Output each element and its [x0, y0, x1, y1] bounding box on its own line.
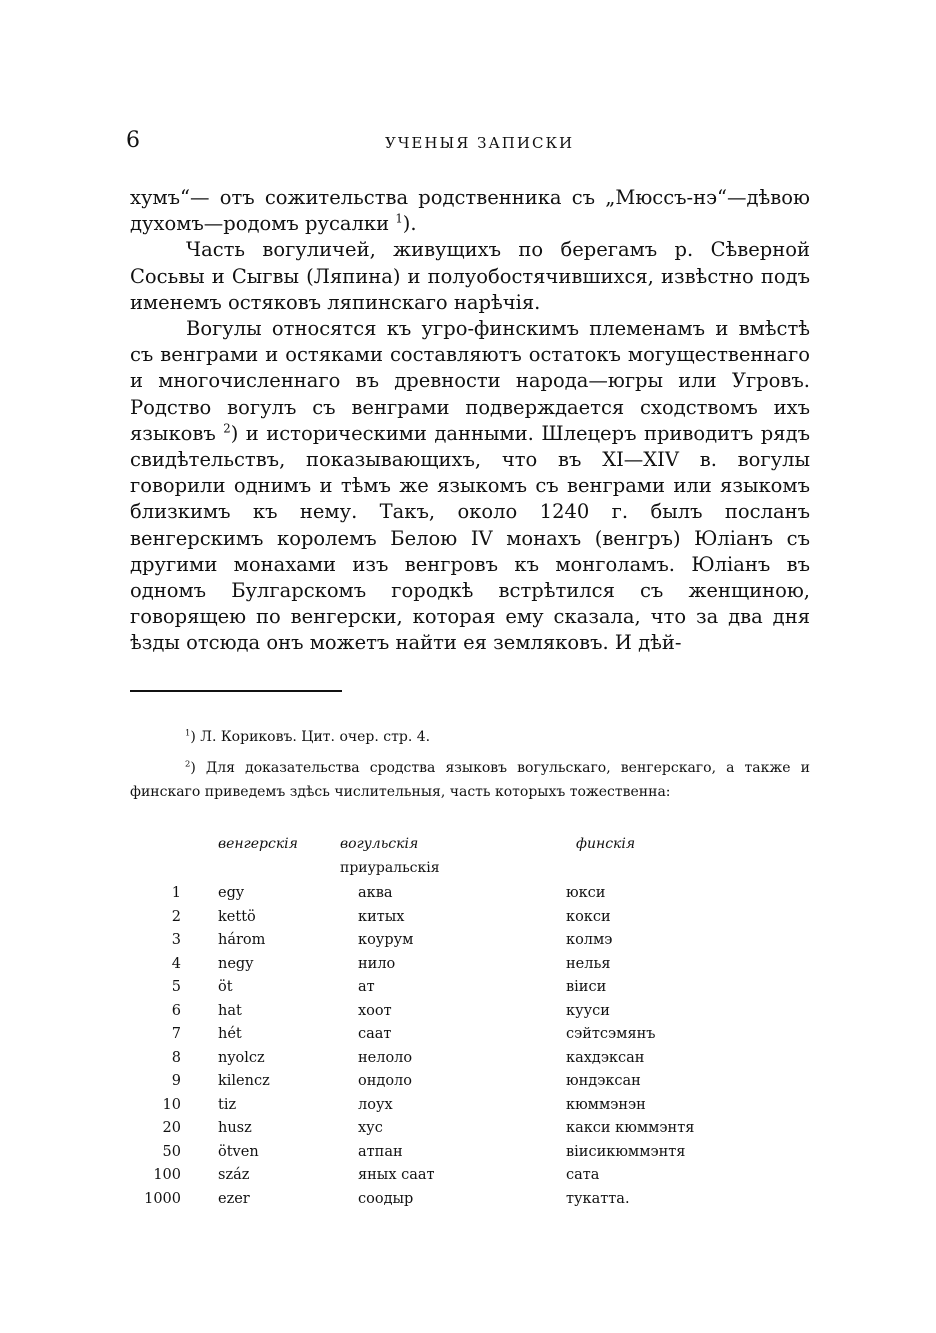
row-number: 10 — [162, 1096, 181, 1113]
vogul-numeral: нелоло — [358, 1049, 413, 1066]
row-number: 100 — [153, 1167, 181, 1183]
hungarian-numeral: száz — [218, 1167, 250, 1183]
row-number: 7 — [171, 1026, 181, 1042]
hungarian-numeral: hat — [218, 1002, 242, 1019]
hungarian-numeral: nyolcz — [218, 1049, 265, 1066]
table-row — [0, 1191, 936, 1215]
table-row — [0, 885, 936, 909]
vogul-numeral: саат — [358, 1026, 392, 1042]
table-row — [0, 1050, 936, 1074]
footnote-2 — [130, 756, 810, 804]
table-row — [0, 1026, 936, 1050]
finnish-numeral: кахдэксан — [566, 1049, 645, 1066]
footnote-1 — [130, 725, 810, 749]
vogul-numeral: яных саат — [358, 1167, 435, 1183]
row-number: 6 — [171, 1002, 181, 1019]
table-row — [0, 1097, 936, 1121]
table-row — [0, 909, 936, 933]
finnish-numeral: кокси — [566, 908, 611, 925]
table-row — [0, 1144, 936, 1168]
finnish-numeral: тукатта. — [566, 1190, 630, 1207]
paragraph-1 — [130, 185, 810, 237]
finnish-numeral: нелья — [566, 955, 611, 972]
header-vogul-sub: приуральскія — [340, 860, 440, 876]
row-number: 9 — [171, 1073, 181, 1089]
vogul-numeral: лоух — [358, 1096, 393, 1113]
hungarian-numeral: tiz — [218, 1096, 237, 1113]
vogul-numeral: хоот — [358, 1002, 392, 1019]
vogul-numeral: китых — [358, 908, 405, 925]
table-row — [0, 979, 936, 1003]
row-number: 20 — [162, 1120, 181, 1136]
table-row — [0, 1073, 936, 1097]
numerals-table — [0, 885, 936, 1214]
row-number: 1000 — [144, 1190, 181, 1207]
table-row — [0, 1003, 936, 1027]
finnish-numeral: кюммэнэн — [566, 1096, 646, 1113]
row-number: 50 — [162, 1143, 181, 1160]
footnote-mark-1: 1 — [395, 211, 403, 226]
vogul-numeral: нило — [358, 955, 396, 972]
header-hungarian: венгерскія — [218, 836, 298, 852]
hungarian-numeral: kettö — [218, 908, 256, 925]
row-number: 1 — [171, 885, 181, 901]
vogul-numeral: соодыр — [358, 1190, 414, 1207]
footnote-1-text: ) Л. Кориковъ. Цит. очер. стр. 4. — [190, 729, 431, 745]
header-finnish: финскія — [576, 836, 636, 852]
footnote-mark-2: 2 — [223, 421, 231, 436]
table-row — [0, 1167, 936, 1191]
paragraph-1-text: хумъ“— отъ сожительства родственника съ „Мюссъ-нэ“—дѣвою духомъ—родомъ русалки — [130, 186, 810, 236]
finnish-numeral: колмэ — [566, 932, 613, 948]
table-row — [0, 1120, 936, 1144]
vogul-numeral: атпан — [358, 1143, 403, 1160]
page-number: 6 — [126, 128, 140, 153]
hungarian-numeral: öt — [218, 979, 233, 995]
hungarian-numeral: három — [218, 932, 266, 948]
table-row — [0, 932, 936, 956]
body-text — [130, 185, 810, 657]
paragraph-1-end: ). — [402, 212, 417, 236]
row-number: 8 — [171, 1049, 181, 1066]
row-number: 2 — [171, 908, 181, 925]
hungarian-numeral: negy — [218, 955, 254, 972]
vogul-numeral: хус — [358, 1120, 383, 1136]
running-head: УЧЕНЫЯ ЗАПИСКИ — [385, 134, 575, 152]
footnote-2-text: ) Для доказательства сродства языковъ вогульскаго, венгерскаго, а также и финскаго приведемъ здѣсь числительныя, часть которыхъ тожественна: — [130, 760, 810, 800]
finnish-numeral: віисикюммэнтя — [566, 1143, 686, 1160]
hungarian-numeral: ezer — [218, 1190, 250, 1207]
vogul-numeral: ат — [358, 979, 375, 995]
footnote-1-mark: 1 — [185, 727, 191, 738]
finnish-numeral: сэйтсэмянъ — [566, 1026, 656, 1042]
row-number: 5 — [171, 979, 181, 995]
footnote-2-mark: 2 — [185, 758, 191, 769]
finnish-numeral: юкси — [566, 885, 606, 901]
hungarian-numeral: husz — [218, 1120, 252, 1136]
vogul-numeral: ондоло — [358, 1073, 412, 1089]
row-number: 4 — [171, 955, 181, 972]
hungarian-numeral: ötven — [218, 1143, 259, 1160]
vogul-numeral: коурум — [358, 932, 414, 948]
row-number: 3 — [171, 932, 181, 948]
paragraph-2: Часть вогуличей, живущихъ по берегамъ р. Сѣверной Сосьвы и Сыгвы (Ляпина) и полуобостячившихся, извѣстно подъ именемъ остяковъ ляпинскаго нарѣчія. — [130, 238, 810, 314]
paragraph-3-text: Вогулы относятся къ угро-финскимъ племенамъ и вмѣстѣ съ венграми и остяками составляютъ остатокъ могущественнаго и многочисленнаго въ древности народа—югры или Угровъ. Родство вогулъ съ венграми подверждается сходствомъ ихъ языковъ — [130, 317, 810, 445]
hungarian-numeral: egy — [218, 885, 245, 901]
header-vogul: вогульскія — [340, 836, 419, 852]
finnish-numeral: какси кюммэнтя — [566, 1120, 695, 1136]
numerals-table-header — [0, 836, 936, 884]
hungarian-numeral: kilencz — [218, 1073, 270, 1089]
table-row — [0, 956, 936, 980]
finnish-numeral: кууси — [566, 1002, 610, 1019]
finnish-numeral: юндэксан — [566, 1073, 641, 1089]
vogul-numeral: аква — [358, 885, 393, 901]
hungarian-numeral: hét — [218, 1026, 242, 1042]
paragraph-3 — [130, 316, 810, 657]
finnish-numeral: віиси — [566, 979, 607, 995]
finnish-numeral: сата — [566, 1167, 600, 1183]
footnote-divider — [130, 690, 342, 692]
paragraph-3-cont: ) и историческими данными. Шлецеръ приводитъ рядъ свидѣтельствъ, показывающихъ, что въ XI—XIV в. вогулы говорили однимъ и тѣмъ же языкомъ съ венграми или языкомъ близкимъ къ нему. Такъ, около 1240 г. былъ посланъ венгерскимъ королемъ Белою IV монахъ (венгръ) Юліанъ съ другими монахами изъ венгровъ къ монголамъ. Юліанъ въ одномъ Булгарскомъ городкѣ встрѣтился съ женщиною, говорящею по венгерски, которая ему сказала, что за два дня ѣзды отсюда онъ можетъ найти ея земляковъ. И дѣй- — [130, 421, 811, 655]
